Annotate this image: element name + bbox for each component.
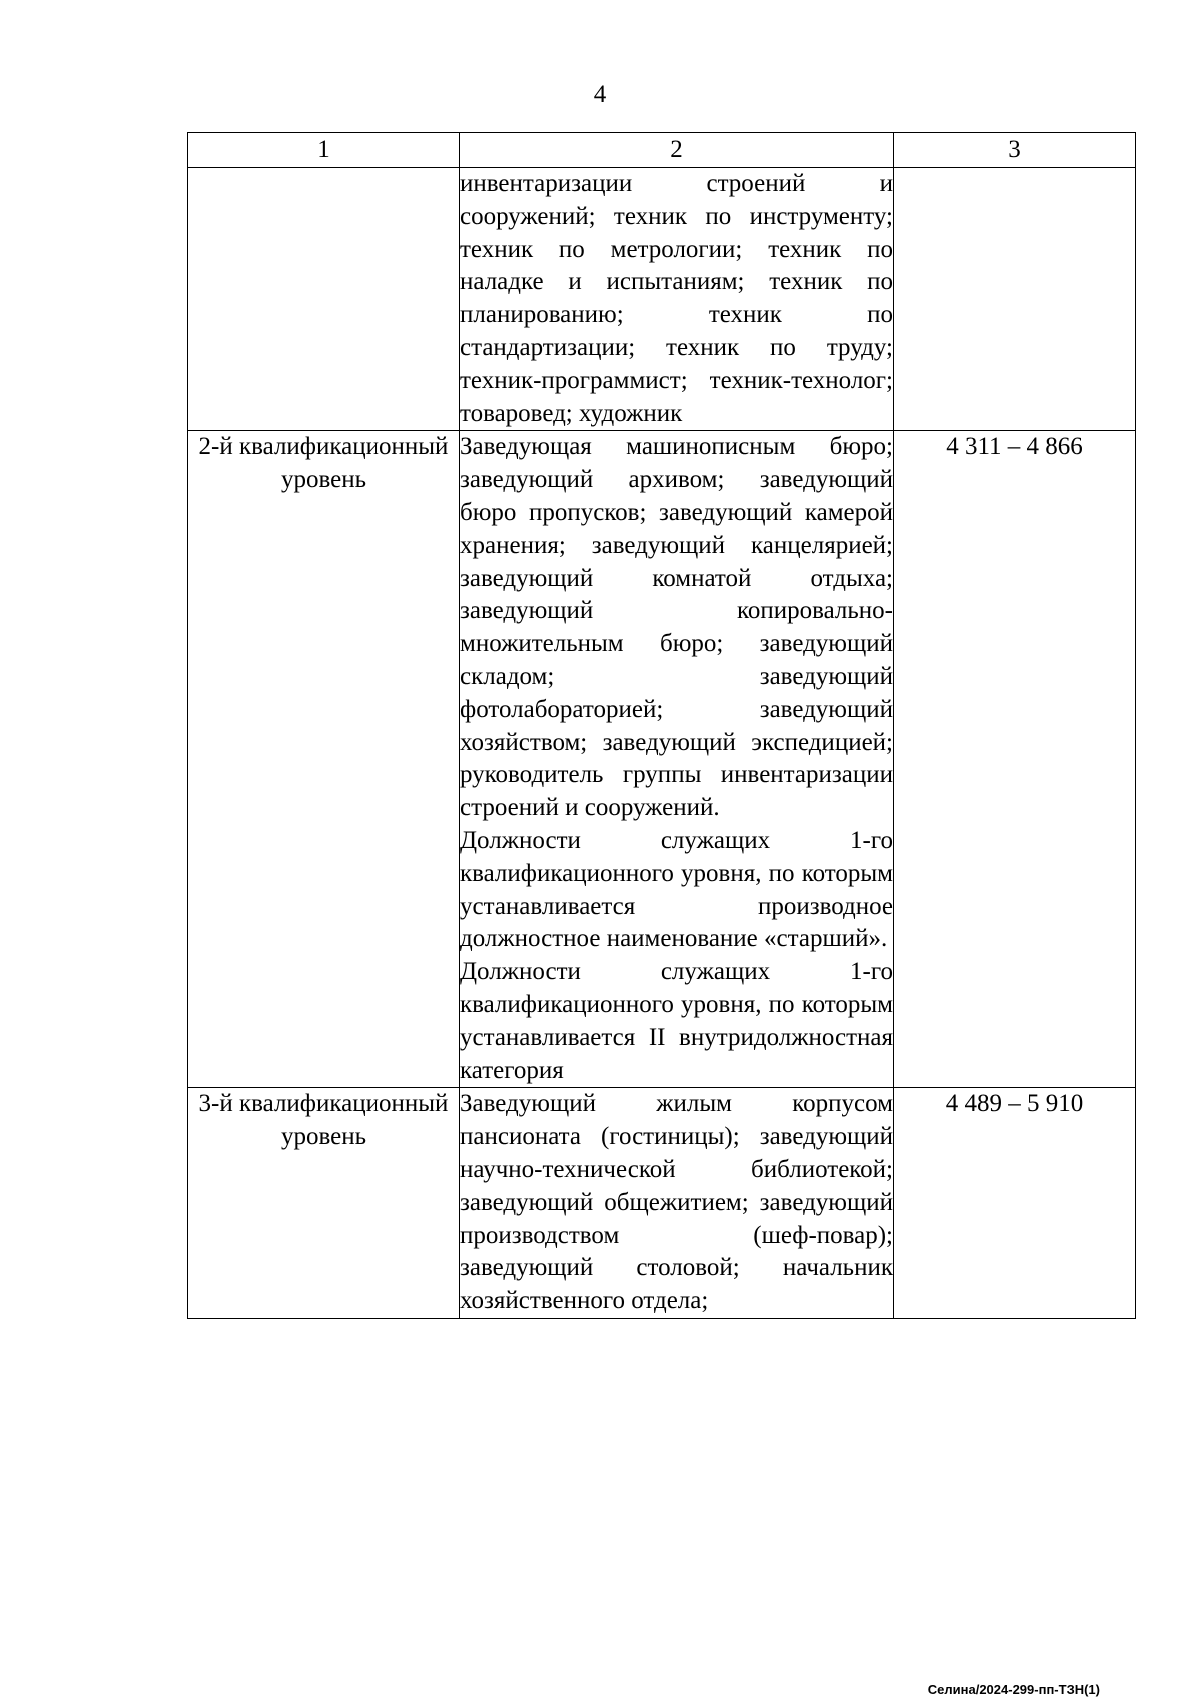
positions-text: Заведующая машинописным бюро; заведующий архивом; заведующий бюро пропусков; заведующий камерой хранения; заведующий канцелярией; заведующий комнатой отдыха; заведующий копировально-множительным бюро; заведующий складом; заведующий фотолабораторией; заведующий хозяйством; заведующий экспедицией; руководитель группы инвентаризации строений и сооружений. <box>460 433 893 822</box>
table-row <box>188 168 1136 431</box>
positions-text: Заведующий жилым корпусом пансионата (гостиницы); заведующий научно-технической библиотекой; заведующий общежитием; заведующий производством (шеф-повар); заведующий столовой; начальник хозяйственного отдела; <box>460 1090 893 1315</box>
positions-text: инвентаризации строений и сооружений; техник по инструменту; техник по метрологии; техник по наладке и испытаниям; техник по планированию; техник по стандартизации; техник по труду; техник-программист; техник-технолог; товаровед; художник <box>460 170 893 427</box>
document-reference-code: Селина/2024-299-пп-ТЗН(1) <box>927 1682 1100 1697</box>
positions-cell <box>460 168 894 431</box>
positions-cell <box>460 431 894 1088</box>
table-row <box>188 1088 1136 1319</box>
positions-text: Должности служащих 1-го квалификационного уровня, по которым устанавливается производное должностное наименование «старший». <box>460 826 893 953</box>
level-cell: 3-й квалификационный уровень <box>188 1088 460 1319</box>
level-cell: 2-й квалификационный уровень <box>188 431 460 1088</box>
salary-cell: 4 311 – 4 866 <box>894 431 1136 1088</box>
level-cell <box>188 168 460 431</box>
salary-cell: 4 489 – 5 910 <box>894 1088 1136 1319</box>
header-cell-2: 2 <box>460 133 894 168</box>
page-number: 4 <box>593 81 607 108</box>
positions-text: Должности служащих 1-го квалификационного уровня, по которым устанавливается II внутридолжностная категория <box>460 958 893 1084</box>
header-cell-3: 3 <box>894 133 1136 168</box>
header-cell-1: 1 <box>188 133 460 168</box>
salary-cell <box>894 168 1136 431</box>
table-header-row <box>188 133 1136 168</box>
table-row <box>188 431 1136 1088</box>
qualification-table <box>187 132 1136 1319</box>
positions-cell <box>460 1088 894 1319</box>
